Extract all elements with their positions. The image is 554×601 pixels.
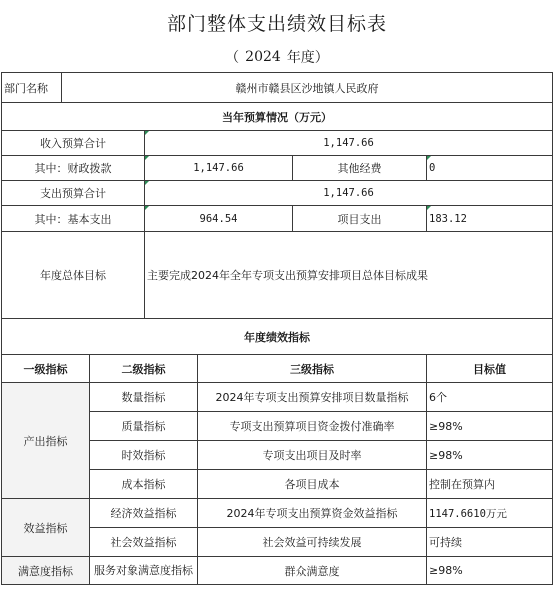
fiscal-label: 其中：财政拨款: [2, 156, 145, 181]
document-title: 部门整体支出绩效目标表: [166, 12, 387, 35]
header-target: 目标值: [427, 355, 553, 383]
project-expense-value: 183.12: [427, 206, 553, 232]
target-table: [1, 72, 553, 585]
level2-cell: 经济效益指标: [90, 499, 198, 528]
target-cell: 可持续: [427, 528, 553, 557]
year-suffix: 年度）: [286, 50, 329, 66]
level1-benefit: 效益指标: [2, 499, 90, 557]
project-expense-label: 项目支出: [293, 206, 427, 232]
level2-cell: 时效指标: [90, 441, 198, 470]
level3-cell: 各项目成本: [198, 470, 427, 499]
annual-goal-value: 主要完成2024年全年专项支出预算安排项目总体目标成果: [145, 232, 553, 319]
basic-expense-value: 964.54: [145, 206, 293, 232]
target-cell: 控制在预算内: [427, 470, 553, 499]
target-cell: ≥98%: [427, 441, 553, 470]
dept-name-value: 赣州市赣县区沙地镇人民政府: [62, 73, 553, 103]
expense-total-label: 支出预算合计: [2, 181, 145, 206]
income-total-value: 1,147.66: [145, 131, 553, 156]
target-cell: ≥98%: [427, 412, 553, 441]
level3-cell: 社会效益可持续发展: [198, 528, 427, 557]
dept-name-label: 部门名称: [2, 73, 62, 103]
indicators-section-title: 年度绩效指标: [2, 319, 553, 355]
year-number: 2024: [245, 49, 281, 65]
expense-total-value: 1,147.66: [145, 181, 553, 206]
level3-cell: 2024年专项支出预算资金效益指标: [198, 499, 427, 528]
level3-cell: 专项支出项目及时率: [198, 441, 427, 470]
header-level1: 一级指标: [2, 355, 90, 383]
budget-section-title: 当年预算情况（万元）: [2, 103, 553, 131]
other-funds-label: 其他经费: [293, 156, 427, 181]
level2-cell: 质量指标: [90, 412, 198, 441]
target-cell: 1147.6610万元: [427, 499, 553, 528]
header-level3: 三级指标: [198, 355, 427, 383]
level1-output: 产出指标: [2, 383, 90, 499]
header-level2: 二级指标: [90, 355, 198, 383]
year-open-paren: （: [225, 50, 240, 66]
level2-cell: 社会效益指标: [90, 528, 198, 557]
level1-satisfaction: 满意度指标: [2, 557, 90, 585]
income-total-label: 收入预算合计: [2, 131, 145, 156]
level2-cell: 服务对象满意度指标: [90, 557, 198, 585]
level2-cell: 成本指标: [90, 470, 198, 499]
other-funds-value: 0: [427, 156, 553, 181]
target-cell: ≥98%: [427, 557, 553, 585]
fiscal-value: 1,147.66: [145, 156, 293, 181]
target-cell: 6个: [427, 383, 553, 412]
level3-cell: 专项支出预算项目资金拨付准确率: [198, 412, 427, 441]
annual-goal-label: 年度总体目标: [2, 232, 145, 319]
level2-cell: 数量指标: [90, 383, 198, 412]
basic-expense-label: 其中：基本支出: [2, 206, 145, 232]
level3-cell: 群众满意度: [198, 557, 427, 585]
year-line: [0, 44, 554, 70]
level3-cell: 2024年专项支出预算安排项目数量指标: [198, 383, 427, 412]
